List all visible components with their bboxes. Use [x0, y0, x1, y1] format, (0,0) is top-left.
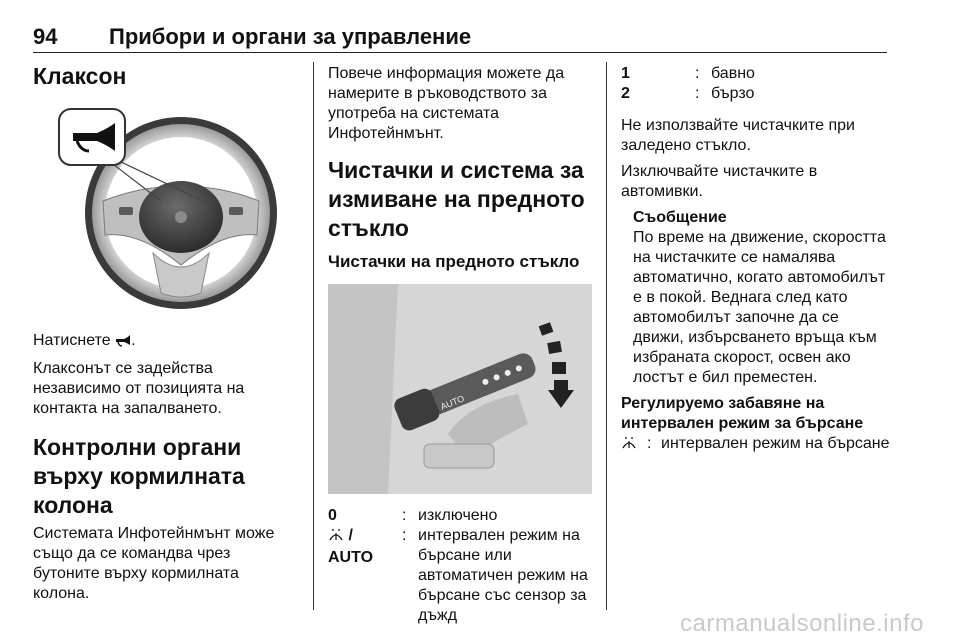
list-item: 2 : бързо — [621, 85, 755, 102]
list-item: : интервален режим на бърсане — [621, 434, 891, 456]
horn-icon — [115, 333, 131, 353]
wiper-speeds-list — [621, 64, 891, 104]
wiper-lever-figure — [328, 284, 592, 494]
list-item: / AUTO : интервален режим на бърсане или автоматичен режим на бърсане със сензор за дъжд — [328, 527, 588, 624]
steering-wheel-illustration — [33, 105, 295, 313]
car-wash-warning: Изключвайте чистачките в автомивки. — [621, 163, 818, 200]
more-info-text: Повече информация можете да намерите в ръководството за употреба на системата Инфотейнмънт. — [328, 65, 565, 142]
column-divider — [606, 62, 607, 610]
column-left — [33, 60, 295, 604]
wipers-heading: Чистачки и система за измиване на предното стъкло — [328, 157, 585, 241]
controls-heading: Контролни органи върху кормилната колона — [33, 434, 245, 518]
column-divider — [313, 62, 314, 610]
controls-description: Системата Инфотейнмънт може също да се командва чрез бутоните върху кормилната колона. — [33, 525, 275, 602]
frozen-glass-warning: Не използвайте чистачките при заледено стъкло. — [621, 117, 855, 154]
list-item: 1 : бавно — [621, 65, 755, 82]
press-horn-text: Натиснете . — [33, 331, 295, 353]
chapter-title: Прибори и органи за управление — [109, 24, 472, 49]
interval-wipe-icon — [328, 528, 344, 548]
steering-wheel-figure — [33, 105, 295, 313]
horn-heading: Клаксон — [33, 63, 127, 89]
wiper-lever-illustration — [328, 284, 592, 494]
note-title: Съобщение — [633, 209, 727, 226]
interval-wipe-icon — [621, 436, 637, 456]
page-number: 94 — [33, 24, 58, 49]
watermark: carmanualsonline.info — [680, 610, 924, 637]
wipers-subheading: Чистачки на предното стъкло — [328, 252, 580, 271]
note-box — [621, 208, 891, 388]
column-middle — [328, 60, 592, 626]
horn-description: Клаксонът се задейства независимо от позицията на контакта на запалването. — [33, 360, 245, 417]
column-right — [621, 60, 891, 456]
lever-auto-label: AUTO — [439, 393, 466, 412]
wiper-positions-list — [328, 506, 592, 626]
list-item: 0 : изключено — [328, 507, 498, 524]
note-text: По време на движение, скоростта на чистачките се намалява автоматично, когато автомобилът е в покой. Веднага след като автомобилът започне да се движи, избърсването връща към избраната скорост, освен ако лостът е бил преместен. — [633, 229, 886, 386]
page-header — [33, 24, 887, 53]
interval-list — [621, 434, 891, 456]
interval-delay-heading: Регулируемо забавяне на интервален режим за бърсане — [621, 395, 864, 432]
